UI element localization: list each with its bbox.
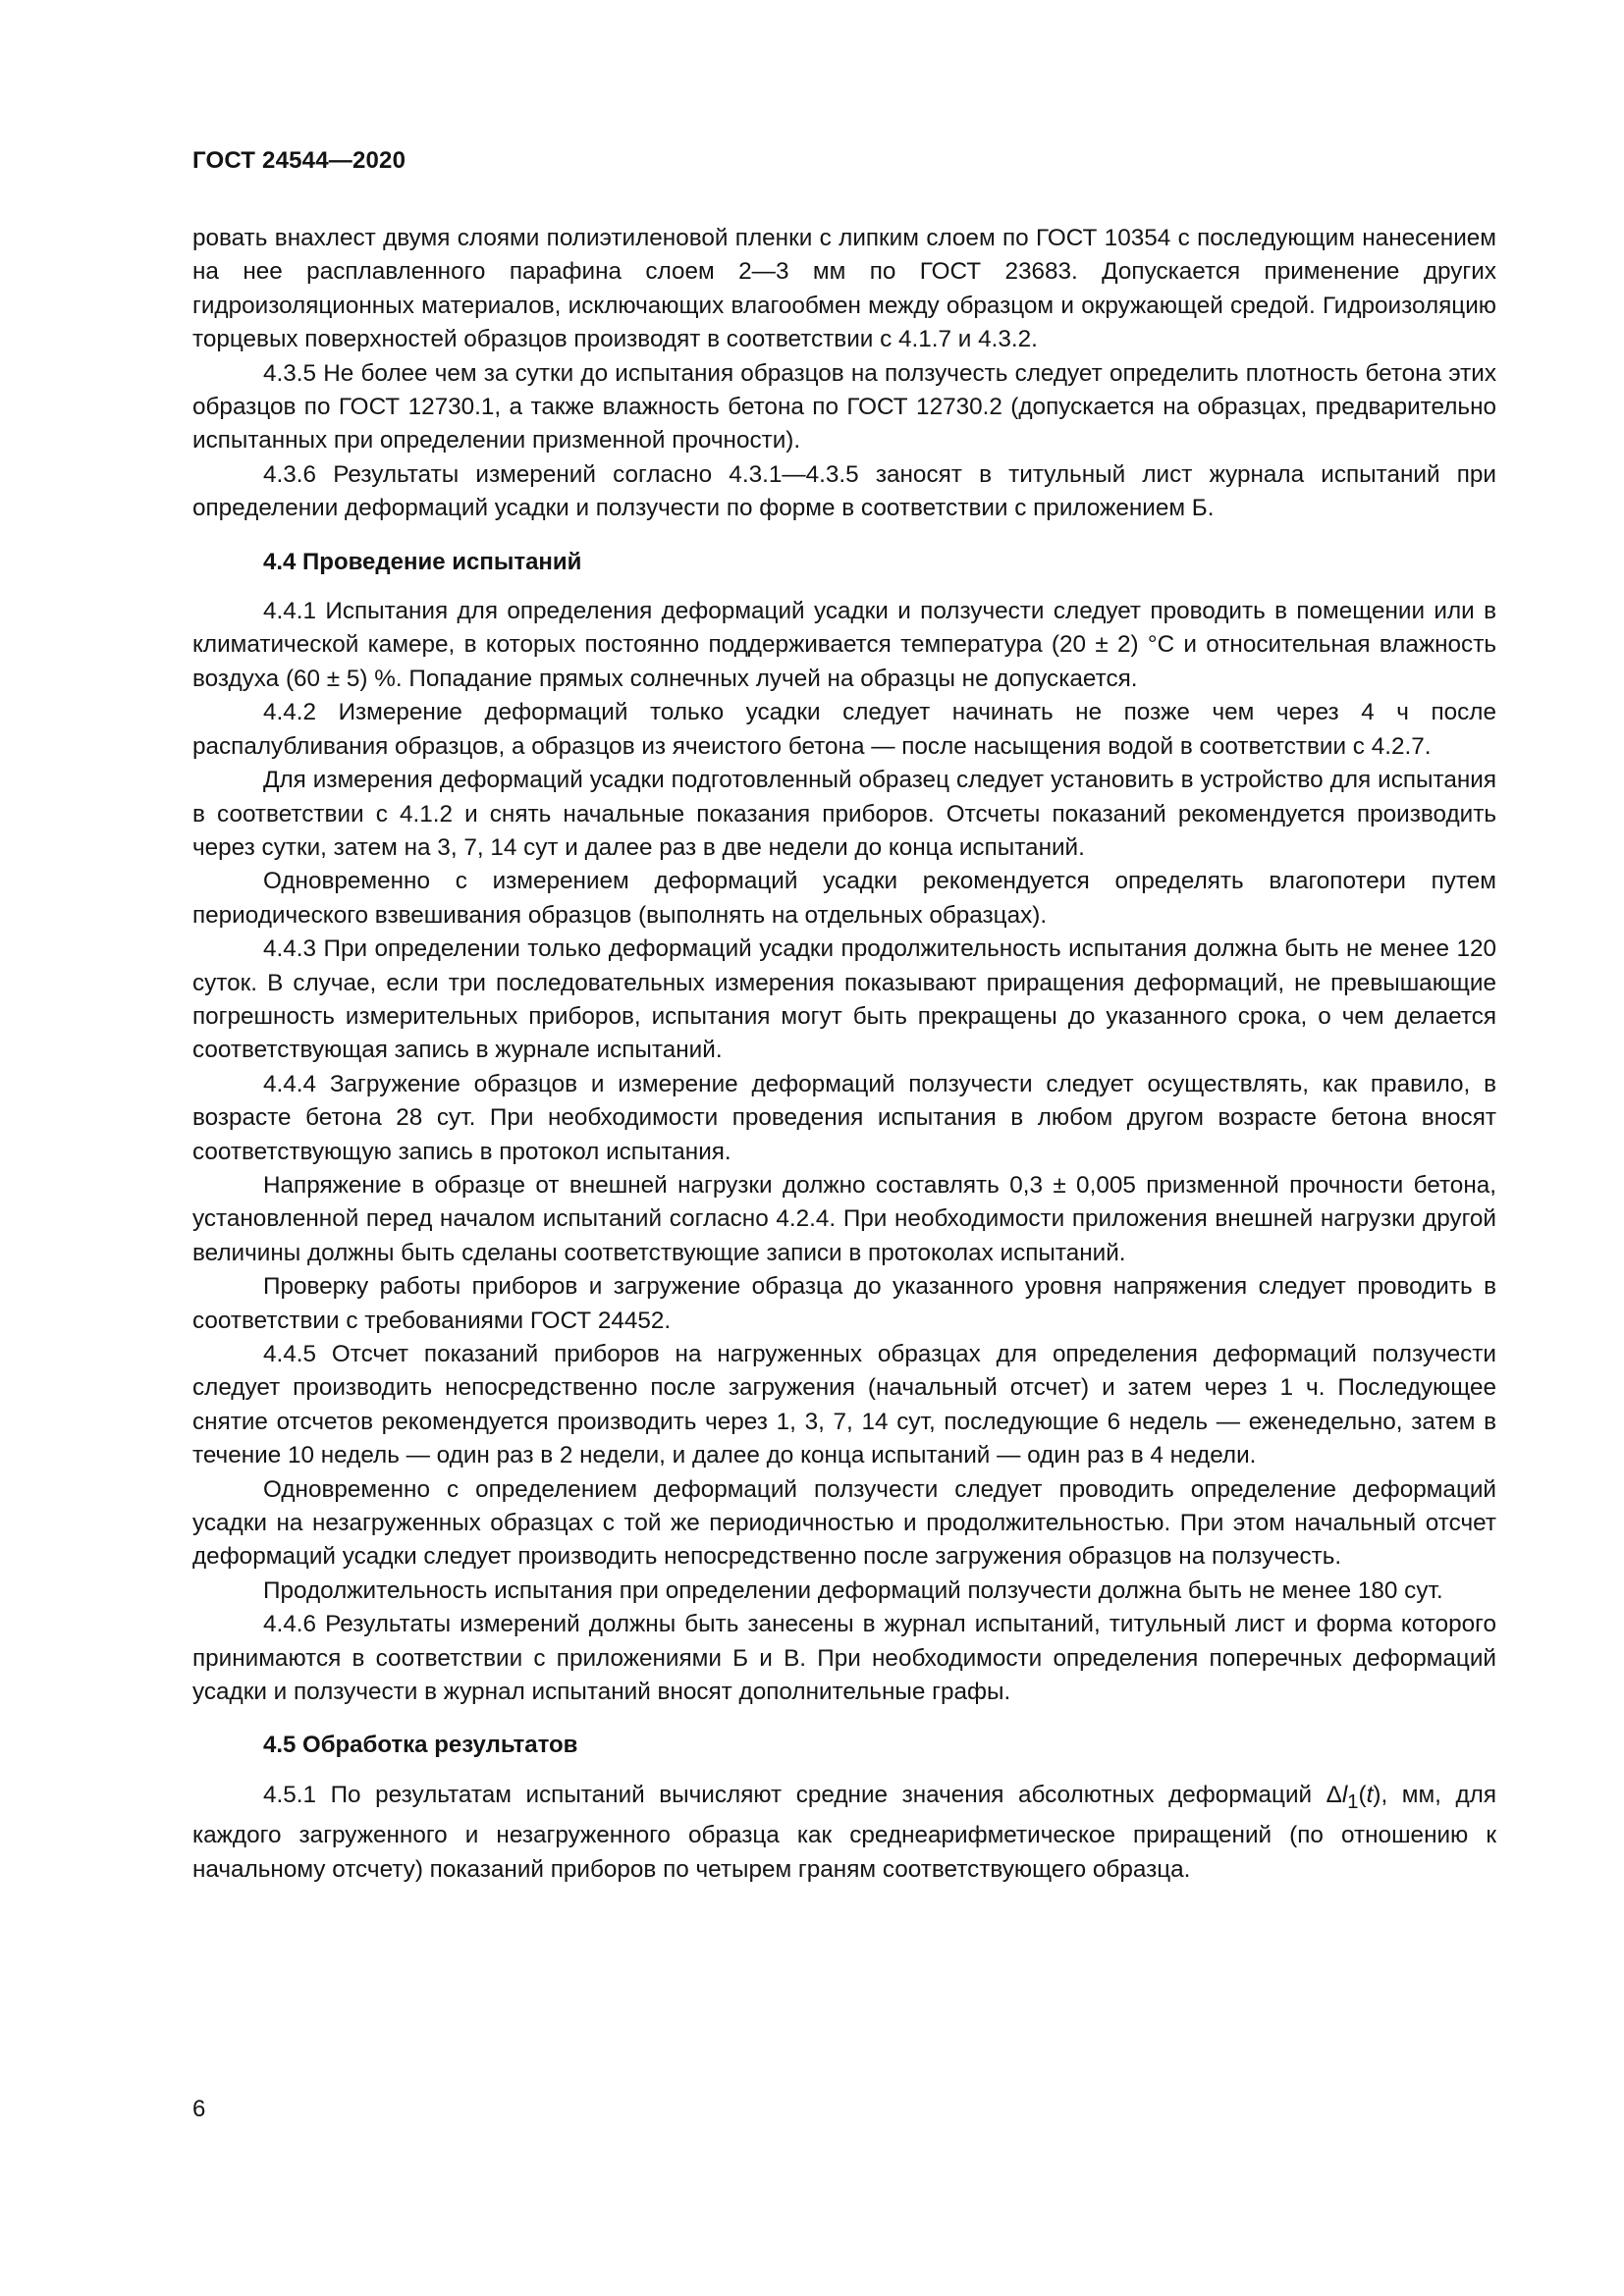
variable-l: l xyxy=(1341,1781,1348,1808)
paragraph-shrinkage-measurement: Для измерения деформаций усадки подготовленный образец следует установить в устройство для испытания в соответствии с 4.1.2 и снять начальные показания приборов. Отсчеты показаний рекомендуется производить через сутки, затем на 3, 7, 14 сут и далее раз в две недели до конца испытаний. xyxy=(192,767,1496,861)
paragraph-moisture-loss: Одновременно с измерением деформаций усадки рекомендуется определять влагопотери путем периодического взвешивания образцов (выполнять на отдельных образцах). xyxy=(192,868,1496,929)
page-number: 6 xyxy=(192,2096,206,2122)
paragraph-4-5-1 xyxy=(192,1779,1496,1887)
document-body xyxy=(192,222,1496,1887)
variable-t: t xyxy=(1366,1781,1374,1808)
paragraph-4-5-1-text-start: 4.5.1 По результатам испытаний вычисляют средние значения абсолютных деформаций Δ xyxy=(263,1781,1342,1808)
paragraph-continuation: ровать внахлест двумя слоями полиэтиленовой пленки с липким слоем по ГОСТ 10354 с последующим нанесением на нее расплавленного парафина слоем 2—3 мм по ГОСТ 23683. Допускается применение других гидроизоляционных материалов, исключающих влагообмен между образцом и окружающей средой. Гидроизоляцию торцевых поверхностей образцов производят в соответствии с 4.1.7 и 4.3.2. xyxy=(192,225,1496,353)
section-heading-4-5: 4.5 Обработка результатов xyxy=(263,1732,578,1759)
paragraph-4-3-6: 4.3.6 Результаты измерений согласно 4.3.1—4.3.5 заносят в титульный лист журнала испытаний при определении деформаций усадки и ползучести по форме в соответствии с приложением Б. xyxy=(192,460,1496,522)
document-code-header: ГОСТ 24544—2020 xyxy=(192,147,406,174)
paragraph-4-4-3: 4.4.3 При определении только деформаций усадки продолжительность испытания должна быть не менее 120 суток. В случае, если три последовательных измерения показывают приращения деформаций, не превышающие погрешность измерительных приборов, испытания могут быть прекращены до указанного срока, о чем делается соответствующая запись в журнале испытаний. xyxy=(192,935,1496,1064)
paragraph-4-4-6: 4.4.6 Результаты измерений должны быть занесены в журнал испытаний, титульный лист и форма которого принимаются в соответствии с приложениями Б и В. При необходимости определения поперечных деформаций усадки и ползучести в журнал испытаний вносят дополнительные графы. xyxy=(192,1611,1496,1706)
variable-subscript: 1 xyxy=(1347,1790,1359,1813)
paragraph-4-3-5: 4.3.5 Не более чем за сутки до испытания образцов на ползучесть следует определить плотность бетона этих образцов по ГОСТ 12730.1, а также влажность бетона по ГОСТ 12730.2 (допускается на образцах, предварительно испытанных при определении призменной прочности). xyxy=(192,359,1496,454)
paragraph-creep-duration: Продолжительность испытания при определении деформаций ползучести должна быть не менее 180 сут. xyxy=(263,1576,1443,1604)
paragraph-simultaneous-shrinkage: Одновременно с определением деформаций ползучести следует проводить определение деформаций усадки на незагруженных образцах с той же периодичностью и продолжительностью. При этом начальный отсчет деформаций усадки следует производить непосредственно после загружения образцов на ползучесть. xyxy=(192,1475,1496,1571)
paragraph-load-stress: Напряжение в образце от внешней нагрузки должно составлять 0,3 ± 0,005 призменной прочности бетона, установленной перед началом испытаний согласно 4.2.4. При необходимости приложения внешней нагрузки другой величины должны быть сделаны соответствующие записи в протоколах испытаний. xyxy=(192,1171,1496,1266)
paragraph-4-5-1-text-end: ), мм, для каждого загруженного и незагруженного образца как среднеарифметическое приращений (по отношению к начальному отсчету) показаний приборов по четырем граням соответствующего образца. xyxy=(192,1781,1496,1883)
paren-open: ( xyxy=(1358,1781,1367,1808)
paragraph-instrument-check: Проверку работы приборов и загружение образца до указанного уровня напряжения следует проводить в соответствии с требованиями ГОСТ 24452. xyxy=(192,1273,1496,1334)
section-heading-4-4: 4.4 Проведение испытаний xyxy=(263,548,582,575)
paragraph-4-4-1: 4.4.1 Испытания для определения деформаций усадки и ползучести следует проводить в помещении или в климатической камере, в которых постоянно поддерживается температура (20 ± 2) °С и относительная влажность воздуха (60 ± 5) %. Попадание прямых солнечных лучей на образцы не допускается. xyxy=(192,598,1496,692)
paragraph-4-4-4: 4.4.4 Загружение образцов и измерение деформаций ползучести следует осуществлять, как правило, в возрасте бетона 28 сут. При необходимости проведения испытания в любом другом возрасте бетона вносят соответствующую запись в протокол испытания. xyxy=(192,1070,1496,1165)
paragraph-4-4-5: 4.4.5 Отсчет показаний приборов на нагруженных образцах для определения деформаций ползучести следует производить непосредственно после загружения (начальный отсчет) и затем через 1 ч. Последующее снятие отсчетов рекомендуется производить через 1, 3, 7, 14 сут, последующие 6 недель — еженедельно, затем в течение 10 недель — один раз в 2 недели, и далее до конца испытаний — один раз в 4 недели. xyxy=(192,1341,1496,1469)
paragraph-4-4-2: 4.4.2 Измерение деформаций только усадки следует начинать не позже чем через 4 ч после распалубливания образцов, а образцов из ячеистого бетона — после насыщения водой в соответствии с 4.2.7. xyxy=(192,699,1496,760)
